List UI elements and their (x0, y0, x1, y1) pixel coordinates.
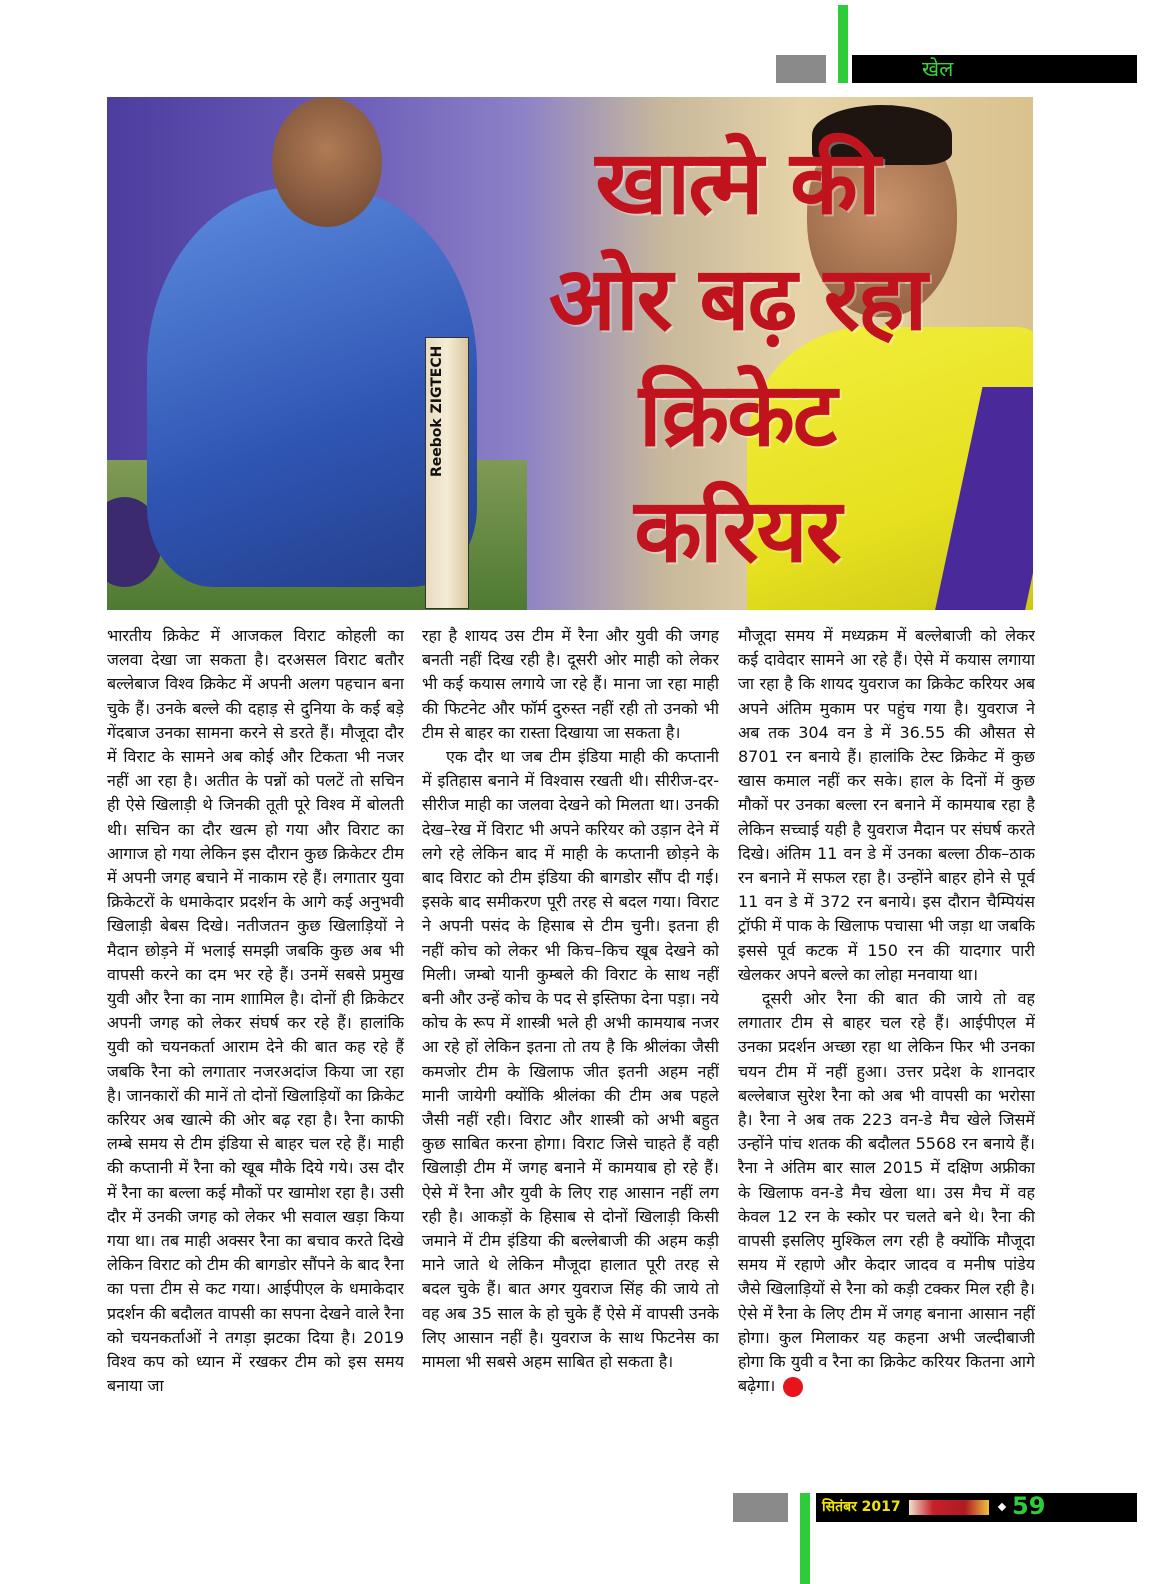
end-mark-icon (783, 1377, 803, 1397)
player-yuvraj-head (272, 97, 382, 227)
footer-bar (816, 1493, 1137, 1522)
footer-gray-block (733, 1493, 788, 1522)
header-green-bar (838, 5, 848, 83)
article-photo (107, 97, 1033, 610)
paragraph-text: दूसरी ओर रैना की बात की जाये तो वह लगातार टीम से बाहर चल रहे हैं। आईपीएल में उनका प्रदर्शन अच्छा रहा था लेकिन फिर भी उनका चयन टीम में नहीं हुआ। उत्तर प्रदेश के शानदार बल्लेबाज सुरेश रैना को अब भी वापसी का भरोसा है। रैना ने अब तक 223 वन-डे मैच खेले जिसमें उन्होंने पांच शतक की बदौलत 5568 रन बनाये हैं। रैना ने अंतिम बार साल 2015 में दक्षिण अफ्रीका के खिलाफ वन-डे मैच खेला था। उस मैच में वह केवल 12 रन के स्कोर पर चलते बने थे। रैना की वापसी इसलिए मुश्किल लग रही है क्योंकि मौजूदा समय में रहाणे और केदार जादव व मनीष पांडेय जैसे खिलाड़ियों से रैना को कड़ी टक्कर मिल रही है। ऐसे में रैना के लिए टीम में जगह बनाना आसान नहीं होगा। कुल मिलाकर यह कहना अभी जल्दीबाजी होगा कि युवी व रैना का क्रिकेट करियर कितना आगे बढ़ेगा। (738, 989, 1035, 1396)
bat-label: Reebok ZIGTECH (429, 345, 445, 477)
paragraph (738, 987, 1035, 1398)
section-label-bar (852, 55, 1137, 83)
paragraph: मौजूदा समय में मध्यक्रम में बल्लेबाजी को लेकर कई दावेदार सामने आ रहे हैं। ऐसे में कयास लगाया जा रहा है कि शायद युवराज का क्रिकेट करियर अब अपने अंतिम मुकाम पर पहुंच गया है। युवराज ने अब तक 304 वन डे में 36.55 की औसत से 8701 रन बनाये हैं। हालांकि टेस्ट क्रिकेट में कुछ खास कमाल नहीं कर सके। हाल के दिनों में कुछ मौकों पर उनका बल्ला रन बनाने में कामयाब रहा है लेकिन सच्चाई यही है युवराज मैदान पर संघर्ष करते दिखे। अंतिम 11 वन डे में उनका बल्ला ठीक–ठाक रन बनाने में सफल रहा है। उन्होंने बाहर होने से पूर्व 11 वन डे में 372 रन बनाये। इस दौरान चैम्पियंस ट्रॉफी में पाक के खिलाफ पचासा भी जड़ा था जबकि इससे पूर्व कटक में 150 रन की यादगार पारी खेलकर अपने बल्ले का लोहा मनवाया था। (738, 626, 1035, 984)
paragraph: भारतीय क्रिकेट में आजकल विराट कोहली का जलवा देखा जा सकता है। दरअसल विराट बतौर बल्लेबाज विश्व क्रिकेट में अपनी अलग पहचान बना चुके हैं। उनके बल्ले की दहाड़ से दुनिया के कई बड़े गेंदबाज उनका सामना करने से डरते हैं। मौजूदा दौर में विराट के सामने अब कोई और टिकता भी नजर नहीं आ रहा है। अतीत के पन्नों को पलटें तो सचिन ही ऐसे खिलाड़ी थे जिनकी तूती पूरे विश्व में बोलती थी। सचिन का दौर खत्म हो गया और विराट का आगाज हो गया लेकिन इस दौरान कुछ क्रिकेटर टीम में अपनी जगह बचाने में नाकाम रहे हैं। लगातार युवा क्रिकेटरों के धमाकेदार प्रदर्शन के आगे कई अनुभवी खिलाड़ी बेबस दिखे। नतीजतन कुछ खिलाड़ियों ने मैदान छोड़ने में भलाई समझी जबकि कुछ अब भी वापसी करने का दम भर रहे हैं। उनमें सबसे प्रमुख युवी और रैना का नाम शाामिल है। दोनों ही क्रिकेटर अपनी जगह को लेकर संघर्ष कर रहे हैं। हालांकि युवी को चयनकर्ता आराम देने की बात कह रहे हैं जबकि रैना को लगातार नजरअदांज किया जा रहा है। जानकारों की मानें तो दोनों खिलाड़ियों का क्रिकेट करियर अब खात्मे की ओर बढ़ रहा है। रैना काफी लम्बे समय से टीम इंडिया से बाहर चल रहे हैं। माही की कप्तानी में रैना को खूब मौके दिये गये। उस दौर में रैना का बल्ला कई मौकों पर खामोश रहा है। उसी दौर में उनकी जगह को लेकर भी सवाल खड़ा किया गया था। तब माही अक्सर रैना का बचाव करते दिखे लेकिन विराट को टीम की बागडोर सौंपने के बाद रैना का पत्ता टीम से कट गया। आईपीएल के धमाकेदार प्रदर्शन की बदौलत वापसी का सपना देखने वाले रैना को चयनकर्ताओं ने तगड़ा झटका दिया है। 2019 विश्व कप को ध्यान में रखकर टीम को इस समय बनाया जा (107, 626, 404, 1396)
header-gray-block (776, 55, 826, 83)
headline-line: क्रिकेट (638, 363, 836, 466)
section-label: खेल (922, 57, 954, 81)
article-column-3 (738, 624, 1035, 1464)
headline-line: ओर बढ़ रहा (548, 247, 926, 350)
headline (467, 125, 1007, 589)
footer-green-bar (800, 1493, 810, 1584)
article-column-2 (422, 624, 719, 1464)
diamond-icon (998, 1503, 1006, 1511)
article-column-1 (107, 624, 404, 1464)
headline-line: खात्मे की (595, 131, 879, 234)
paragraph: रहा है शायद उस टीम में रैना और युवी की जगह बनती नहीं दिख रही है। दूसरी ओर माही को लेकर भी कई कयास लगाये जा रहे हैं। माना जा रहा माही की फिटनेट और फॉर्म दुरुस्त नहीं रही तो उनको भी टीम से बाहर का रास्ता दिखाया जा सकता है। (422, 626, 719, 742)
magazine-logo (909, 1500, 989, 1515)
headline-line: करियर (634, 479, 840, 582)
page-number: 59 (1012, 1492, 1046, 1520)
issue-date: सितंबर 2017 (822, 1499, 901, 1515)
paragraph: एक दौर था जब टीम इंडिया माही की कप्तानी में इतिहास बनाने में विश्वास रखती थी। सीरीज-दर-सीरीज माही का जलवा देखने को मिलता था। उनकी देख–रेख में विराट भी अपने करियर को उड़ान देने में लगे रहे लेकिन बाद में माही के कप्तानी छोड़ने के बाद विराट को टीम इंडिया की बागडोर सौंप दी गई। इसके बाद समीकरण पूरी तरह से बदल गया। विराट ने अपनी पसंद के हिसाब से टीम चुनी। इतना ही नहीं कोच को लेकर भी किच–किच खूब देखने को मिली। जम्बो यानी कुम्बले की विराट के साथ नहीं बनी और उन्हें कोच के पद से इस्तिफा देना पड़ा। नये कोच के रूप में शास्त्री भले ही अभी कामयाब नजर आ रहे हों लेकिन इतना तो तय है कि श्रीलंका जैसी कमजोर टीम के खिलाफ जीत इतनी अहम नहीं मानी जायेगी क्योंकि श्रीलंका की टीम अब पहले जैसी नहीं रही। विराट और शास्त्री को अभी बहुत कुछ साबित करना होगा। विराट जिसे चाहते हैं वही खिलाड़ी टीम में जगह बनाने में कामयाब हो रहे हैं। ऐसे में रैना और युवी के लिए राह आसान नहीं लग रही है। आकड़ों के हिसाब से दोनों खिलाड़ी किसी जमाने में टीम इंडिया की बल्लेबाजी की अहम कड़ी माने जाते थे लेकिन मौजूदा हालात पूरी तरह से बदल चुके हैं। बात अगर युवराज सिंह की जाये तो वह अब 35 साल के हो चुके हैं ऐसे में वापसी उनके लिए आसान नहीं है। युवराज के साथ फिटनेस का मामला भी सबसे अहम साबित हो सकता है। (422, 747, 719, 1372)
